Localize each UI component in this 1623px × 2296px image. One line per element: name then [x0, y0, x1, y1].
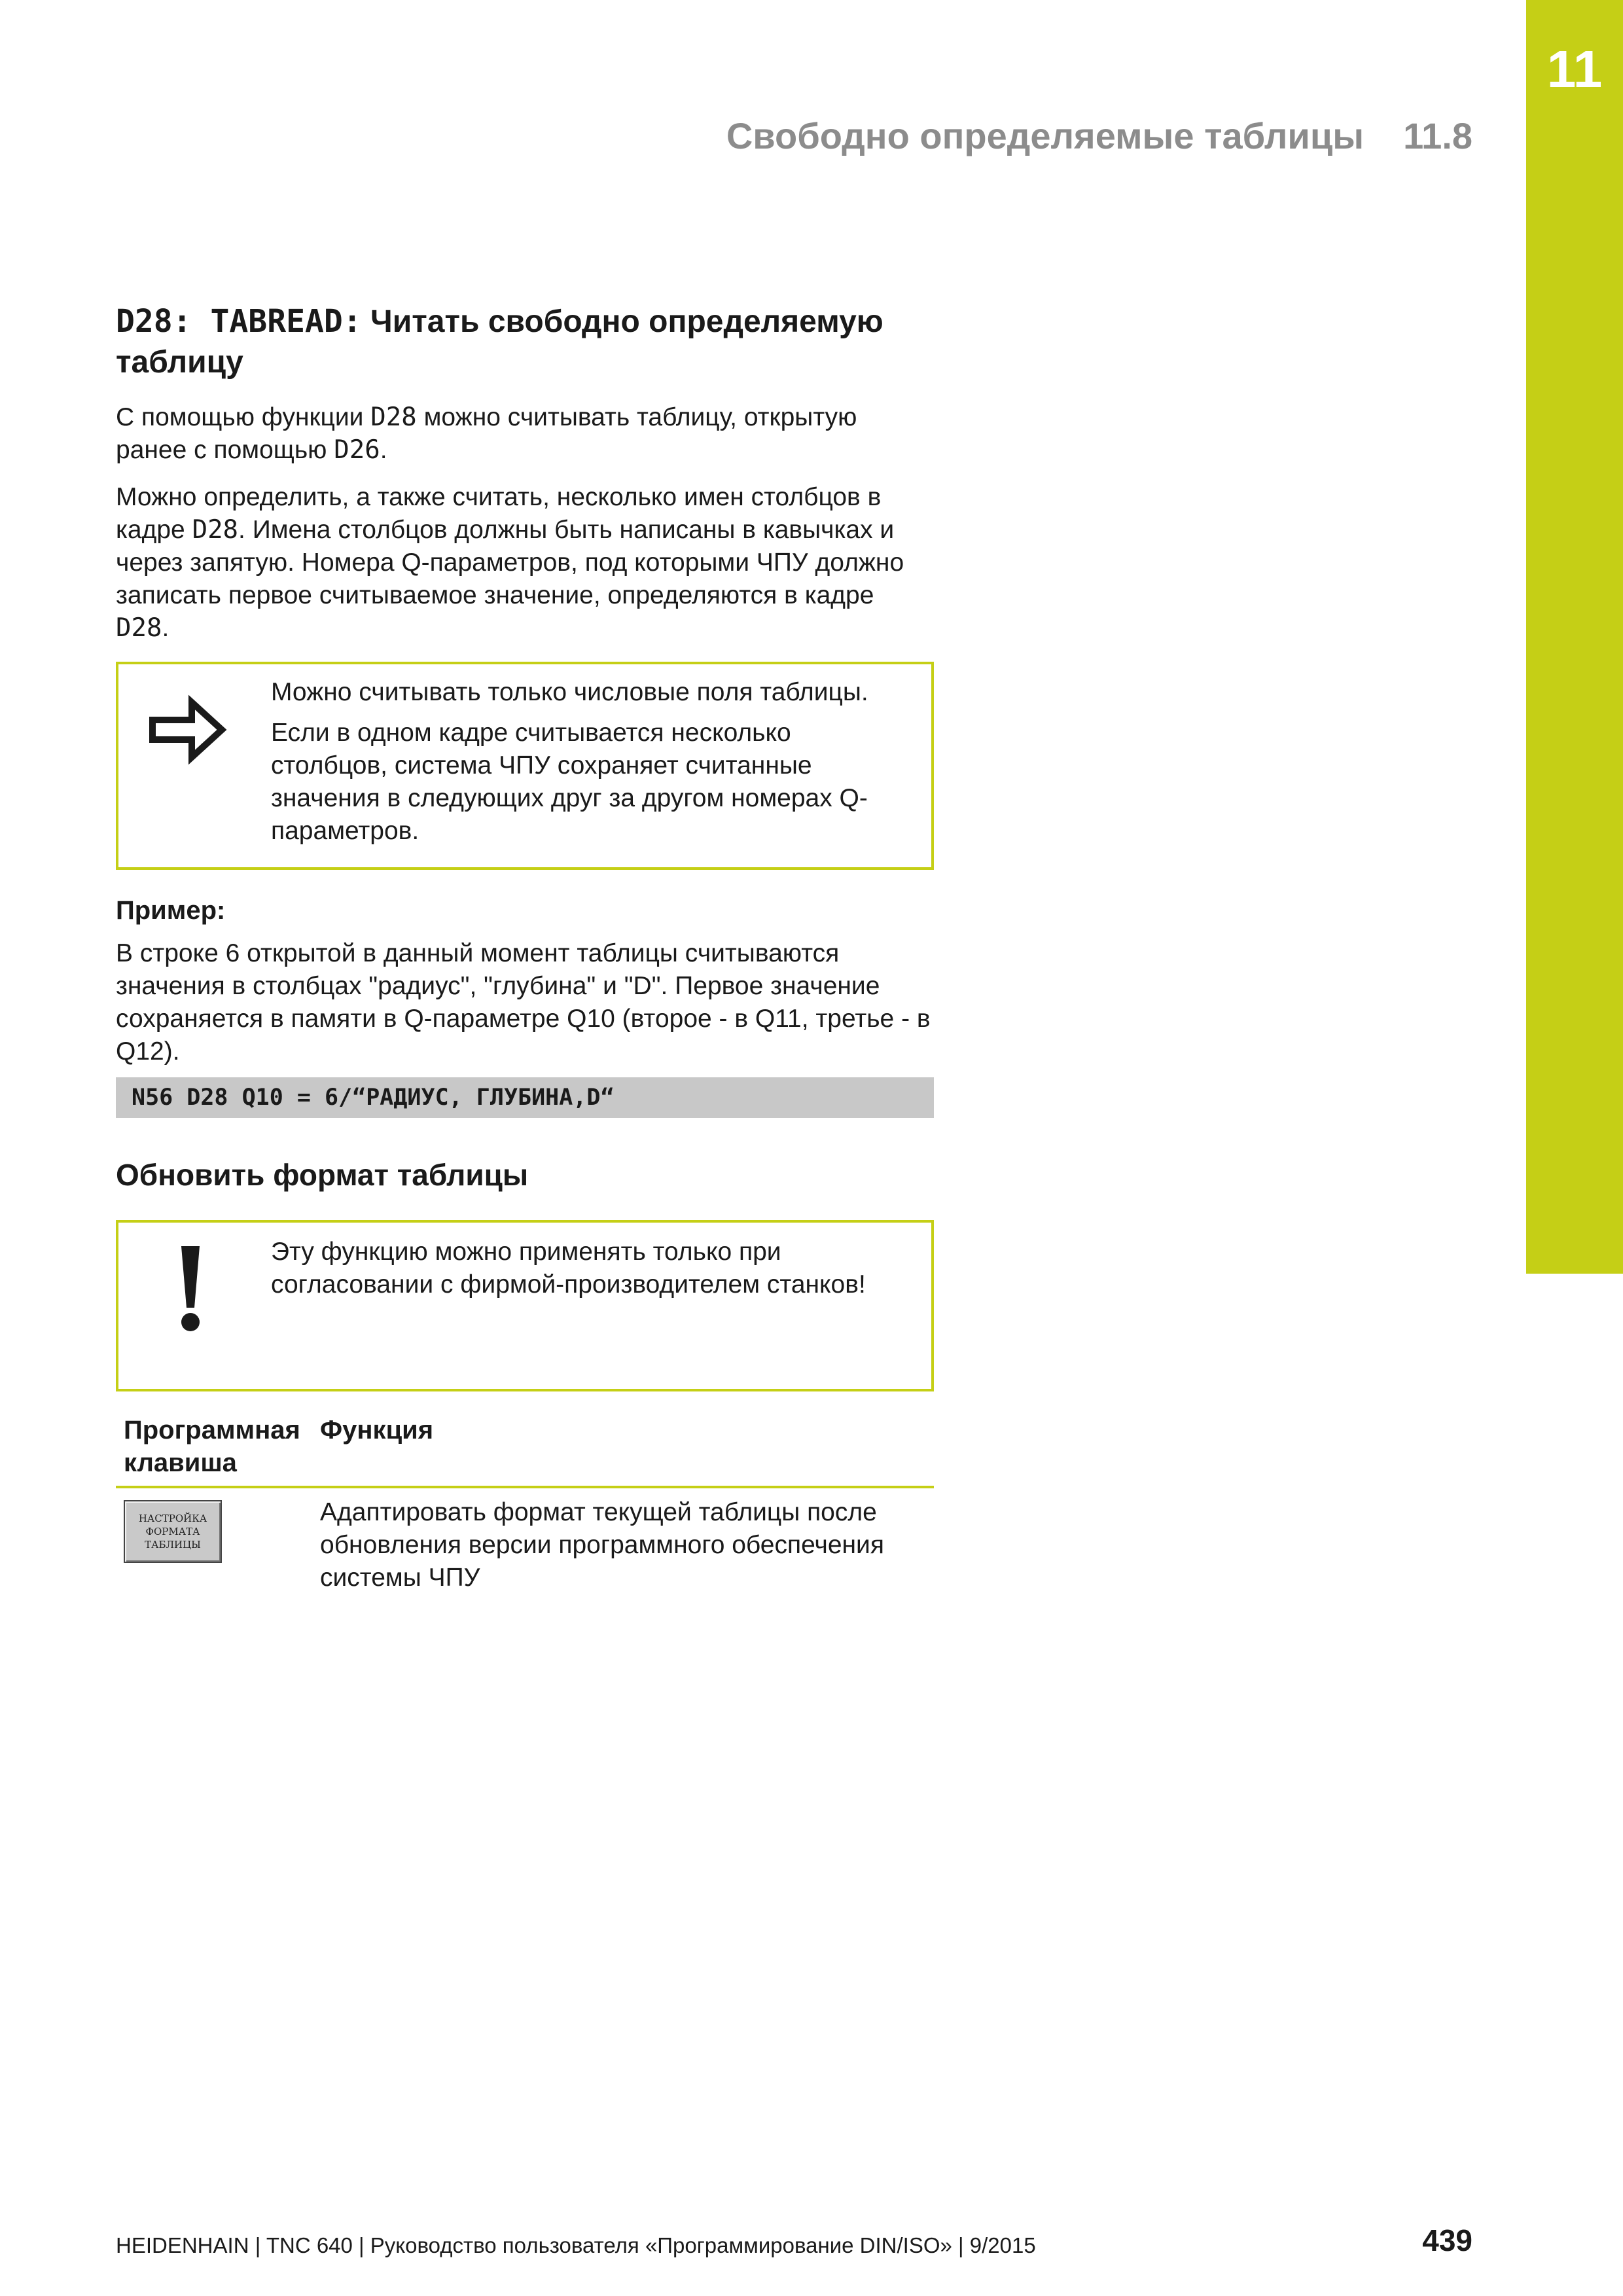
footer-text: HEIDENHAIN | TNC 640 | Руководство пользователя «Программирование DIN/ISO» | 9/2015	[116, 2233, 1036, 2257]
section-heading-tabread	[116, 301, 934, 383]
header-section-number: 11.8	[1403, 115, 1472, 156]
heading-code: D28: TABREAD:	[116, 303, 362, 340]
text-run: .	[162, 614, 169, 642]
section-heading-update-format: Обновить формат таблицы	[116, 1158, 529, 1192]
example-text: В строке 6 открытой в данный момент таблицы считываются значения в столбцах "радиус", "глубина" и "D". Первое значение сохраняется в памяти в Q-параметре Q10 (второе - в Q11, третье - в Q12).	[116, 939, 931, 1066]
warning-note-box	[116, 1220, 934, 1391]
inline-code: D28	[370, 403, 417, 432]
text-run: можно считывать таблицу, открытую ранее с помощью	[116, 403, 857, 464]
example-label: Пример:	[116, 896, 226, 925]
softkey-cell	[116, 1496, 320, 1594]
text-run: С помощью функции	[116, 403, 371, 431]
table-format-softkey	[124, 1500, 222, 1563]
exclamation-icon	[145, 1242, 236, 1334]
column-header-function: Функция	[320, 1416, 434, 1444]
inline-code: D28	[192, 515, 239, 545]
text-run: .	[380, 436, 387, 464]
running-header	[726, 115, 1472, 157]
page-content	[116, 301, 934, 1594]
chapter-tab	[1526, 0, 1623, 1274]
softkey-label: НАСТРОЙКА ФОРМАТА ТАБЛИЦЫ	[138, 1513, 207, 1551]
arrow-right-icon	[145, 684, 236, 776]
column-header-softkey: Программная клавиша	[124, 1416, 300, 1477]
paragraph-columns	[116, 481, 934, 645]
softkey-table	[116, 1414, 934, 1594]
code-example: N56 D28 Q10 = 6/“РАДИУС, ГЛУБИНА,D“	[116, 1077, 934, 1118]
text-run: . Имена столбцов должны быть написаны в кавычках и через запятую. Номера Q-параметров, под которыми ЧПУ должно записать первое считываемое значение, определяются в кадре	[116, 516, 904, 609]
heading-text: Читать свободно определяемую таблицу	[116, 304, 883, 380]
function-description: Адаптировать формат текущей таблицы после обновления версии программного обеспечения системы ЧПУ	[320, 1498, 884, 1592]
table-row	[116, 1488, 934, 1594]
info-note-box	[116, 662, 934, 870]
note-line: Можно считывать только числовые поля таблицы.	[271, 678, 868, 706]
table-header	[116, 1414, 934, 1488]
inline-code: D28	[116, 613, 162, 643]
page-number: 439	[1422, 2223, 1472, 2257]
text-run: Можно определить, а также считать, несколько имен столбцов в кадре	[116, 483, 882, 544]
inline-code: D26	[334, 435, 380, 465]
chapter-number: 11	[1546, 40, 1603, 98]
note-line: Если в одном кадре считывается несколько столбцов, система ЧПУ сохраняет считанные значения в следующих друг за другом номерах Q-параметров.	[271, 719, 868, 845]
warning-text: Эту функцию можно применять только при согласовании с фирмой-производителем станков!	[271, 1238, 866, 1299]
paragraph-intro	[116, 401, 934, 467]
header-title: Свободно определяемые таблицы	[726, 115, 1364, 156]
